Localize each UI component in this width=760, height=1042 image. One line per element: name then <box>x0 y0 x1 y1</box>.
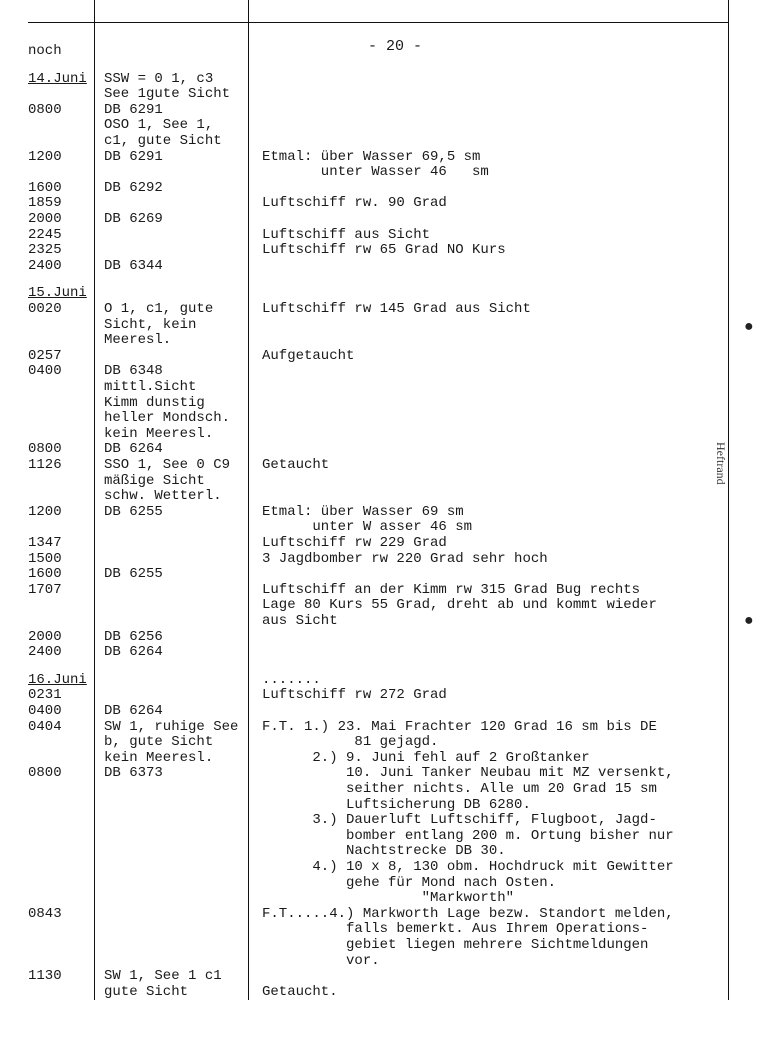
log-remark: F.T. 1.) 23. Mai Frachter 120 Grad 16 sm bis DE <box>262 718 657 735</box>
log-conditions: DB 6269 <box>104 211 163 227</box>
log-conditions: DB 6264 <box>104 644 163 661</box>
log-remark: aus Sicht <box>262 613 338 629</box>
log-conditions: Sicht, kein <box>104 316 197 333</box>
log-conditions: DB 6264 <box>104 703 163 719</box>
log-conditions: Kimm dunstig <box>104 394 205 411</box>
log-conditions: DB 6348 <box>104 363 163 380</box>
log-time: 0843 <box>28 905 62 922</box>
log-conditions: b, gute Sicht <box>104 734 214 751</box>
log-remark: Luftschiff rw 145 Grad aus Sicht <box>262 301 531 317</box>
log-conditions: DB 6255 <box>104 566 163 583</box>
log-conditions: DB 6291 <box>104 101 163 118</box>
log-time: 1130 <box>28 968 62 985</box>
log-time: 16.Juni <box>28 671 87 688</box>
log-time: 2400 <box>28 257 62 274</box>
column-divider-left <box>94 0 95 1000</box>
log-time: 1500 <box>28 550 62 567</box>
log-remark: Luftschiff rw 229 Grad <box>262 535 447 551</box>
log-conditions: DB 6373 <box>104 765 163 782</box>
log-remark: Etmal: über Wasser 69,5 sm <box>262 148 481 165</box>
log-time: 2400 <box>28 644 62 661</box>
log-time: noch <box>28 43 62 59</box>
log-remark: 3.) Dauerluft Luftschiff, Flugboot, Jagd- <box>262 812 657 829</box>
log-conditions: DB 6256 <box>104 628 163 645</box>
binding-hole-mark: ● <box>744 612 754 629</box>
log-time: 0404 <box>28 718 62 735</box>
page-number: - 20 - <box>368 38 423 55</box>
log-remark: bomber entlang 200 m. Ortung bisher nur <box>262 827 674 844</box>
column-divider-mid <box>248 0 249 1000</box>
log-conditions: mittl.Sicht <box>104 379 197 395</box>
log-remark: Luftschiff rw. 90 Grad <box>262 195 447 212</box>
log-remark: gehe für Mond nach Osten. <box>262 874 557 891</box>
log-remark: Nachtstrecke DB 30. <box>262 843 506 860</box>
log-remark: gebiet liegen mehrere Sichtmeldungen <box>262 937 649 953</box>
margin-label: Heftrand <box>714 442 728 485</box>
log-conditions: SSO 1, See 0 C9 <box>104 457 231 473</box>
log-remark: Getaucht <box>262 457 330 473</box>
log-remark: Luftsicherung DB 6280. <box>262 796 531 813</box>
log-remark: unter W asser 46 sm <box>262 519 473 536</box>
log-remark: Luftschiff an der Kimm rw 315 Grad Bug rechts <box>262 581 641 598</box>
log-conditions: mäßige Sicht <box>104 472 205 489</box>
log-time: 1859 <box>28 195 62 212</box>
log-remark: 81 gejagd. <box>262 734 439 751</box>
log-conditions: DB 6344 <box>104 257 163 274</box>
log-conditions: SW 1, ruhige See <box>104 718 239 735</box>
log-time: 1600 <box>28 179 62 196</box>
log-conditions: c1, gute Sicht <box>104 133 222 149</box>
log-conditions: SSW = 0 1, c3 <box>104 70 214 87</box>
log-remark: Luftschiff aus Sicht <box>262 226 431 243</box>
log-conditions: O 1, c1, gute <box>104 301 214 317</box>
log-remark: "Markworth" <box>262 890 515 907</box>
log-remark: ....... <box>262 671 321 688</box>
log-remark: falls bemerkt. Aus Ihrem Operations- <box>262 921 649 938</box>
log-time: 0020 <box>28 301 62 317</box>
binding-hole-mark: ● <box>744 318 754 335</box>
log-time: 2000 <box>28 211 62 227</box>
log-remark: seither nichts. Alle um 20 Grad 15 sm <box>262 781 657 797</box>
log-remark: Luftschiff rw 65 Grad NO Kurs <box>262 242 506 259</box>
log-time: 2325 <box>28 242 62 259</box>
log-conditions: schw. Wetterl. <box>104 488 222 505</box>
log-remark: F.T.....4.) Markworth Lage bezw. Standort melden, <box>262 905 674 922</box>
log-conditions: DB 6291 <box>104 148 163 165</box>
log-remark: Aufgetaucht <box>262 347 355 364</box>
log-time: 1347 <box>28 535 62 551</box>
log-remark: unter Wasser 46 sm <box>262 164 489 181</box>
log-remark: vor. <box>262 952 380 969</box>
log-conditions: kein Meeresl. <box>104 425 214 442</box>
log-time: 1600 <box>28 566 62 583</box>
log-time: 1200 <box>28 503 62 520</box>
log-time: 0231 <box>28 687 62 704</box>
log-conditions: kein Meeresl. <box>104 749 214 766</box>
log-conditions: See 1gute Sicht <box>104 86 231 103</box>
log-time: 0400 <box>28 703 62 719</box>
log-remark: 2.) 9. Juni fehl auf 2 Großtanker <box>262 749 590 766</box>
log-remark: 10. Juni Tanker Neubau mit MZ versenkt, <box>262 765 674 782</box>
log-conditions: DB 6292 <box>104 179 163 196</box>
log-conditions: DB 6264 <box>104 441 163 458</box>
log-time: 1707 <box>28 581 62 598</box>
log-remark: Lage 80 Kurs 55 Grad, dreht ab und kommt wieder <box>262 597 657 614</box>
log-time: 14.Juni <box>28 70 87 87</box>
log-time: 0257 <box>28 347 62 364</box>
log-conditions: heller Mondsch. <box>104 410 231 427</box>
log-time: 0800 <box>28 765 62 782</box>
log-time: 15.Juni <box>28 285 87 302</box>
log-time: 2245 <box>28 226 62 243</box>
log-remark: Getaucht. <box>262 983 338 1000</box>
log-conditions: gute Sicht <box>104 983 189 1000</box>
log-conditions: SW 1, See 1 c1 <box>104 968 222 985</box>
log-time: 1126 <box>28 457 62 473</box>
log-conditions: Meeresl. <box>104 332 172 349</box>
log-remark: Etmal: über Wasser 69 sm <box>262 503 464 520</box>
log-remark: Luftschiff rw 272 Grad <box>262 687 447 704</box>
log-conditions: OSO 1, See 1, <box>104 117 214 134</box>
column-divider-right <box>728 0 729 1000</box>
log-remark: 3 Jagdbomber rw 220 Grad sehr hoch <box>262 550 548 567</box>
log-time: 0800 <box>28 441 62 458</box>
log-time: 0400 <box>28 363 62 380</box>
header-rule <box>28 22 728 23</box>
log-time: 0800 <box>28 101 62 118</box>
log-remark: 4.) 10 x 8, 130 obm. Hochdruck mit Gewitter <box>262 859 674 875</box>
log-time: 2000 <box>28 628 62 645</box>
log-conditions: DB 6255 <box>104 503 163 520</box>
log-time: 1200 <box>28 148 62 165</box>
